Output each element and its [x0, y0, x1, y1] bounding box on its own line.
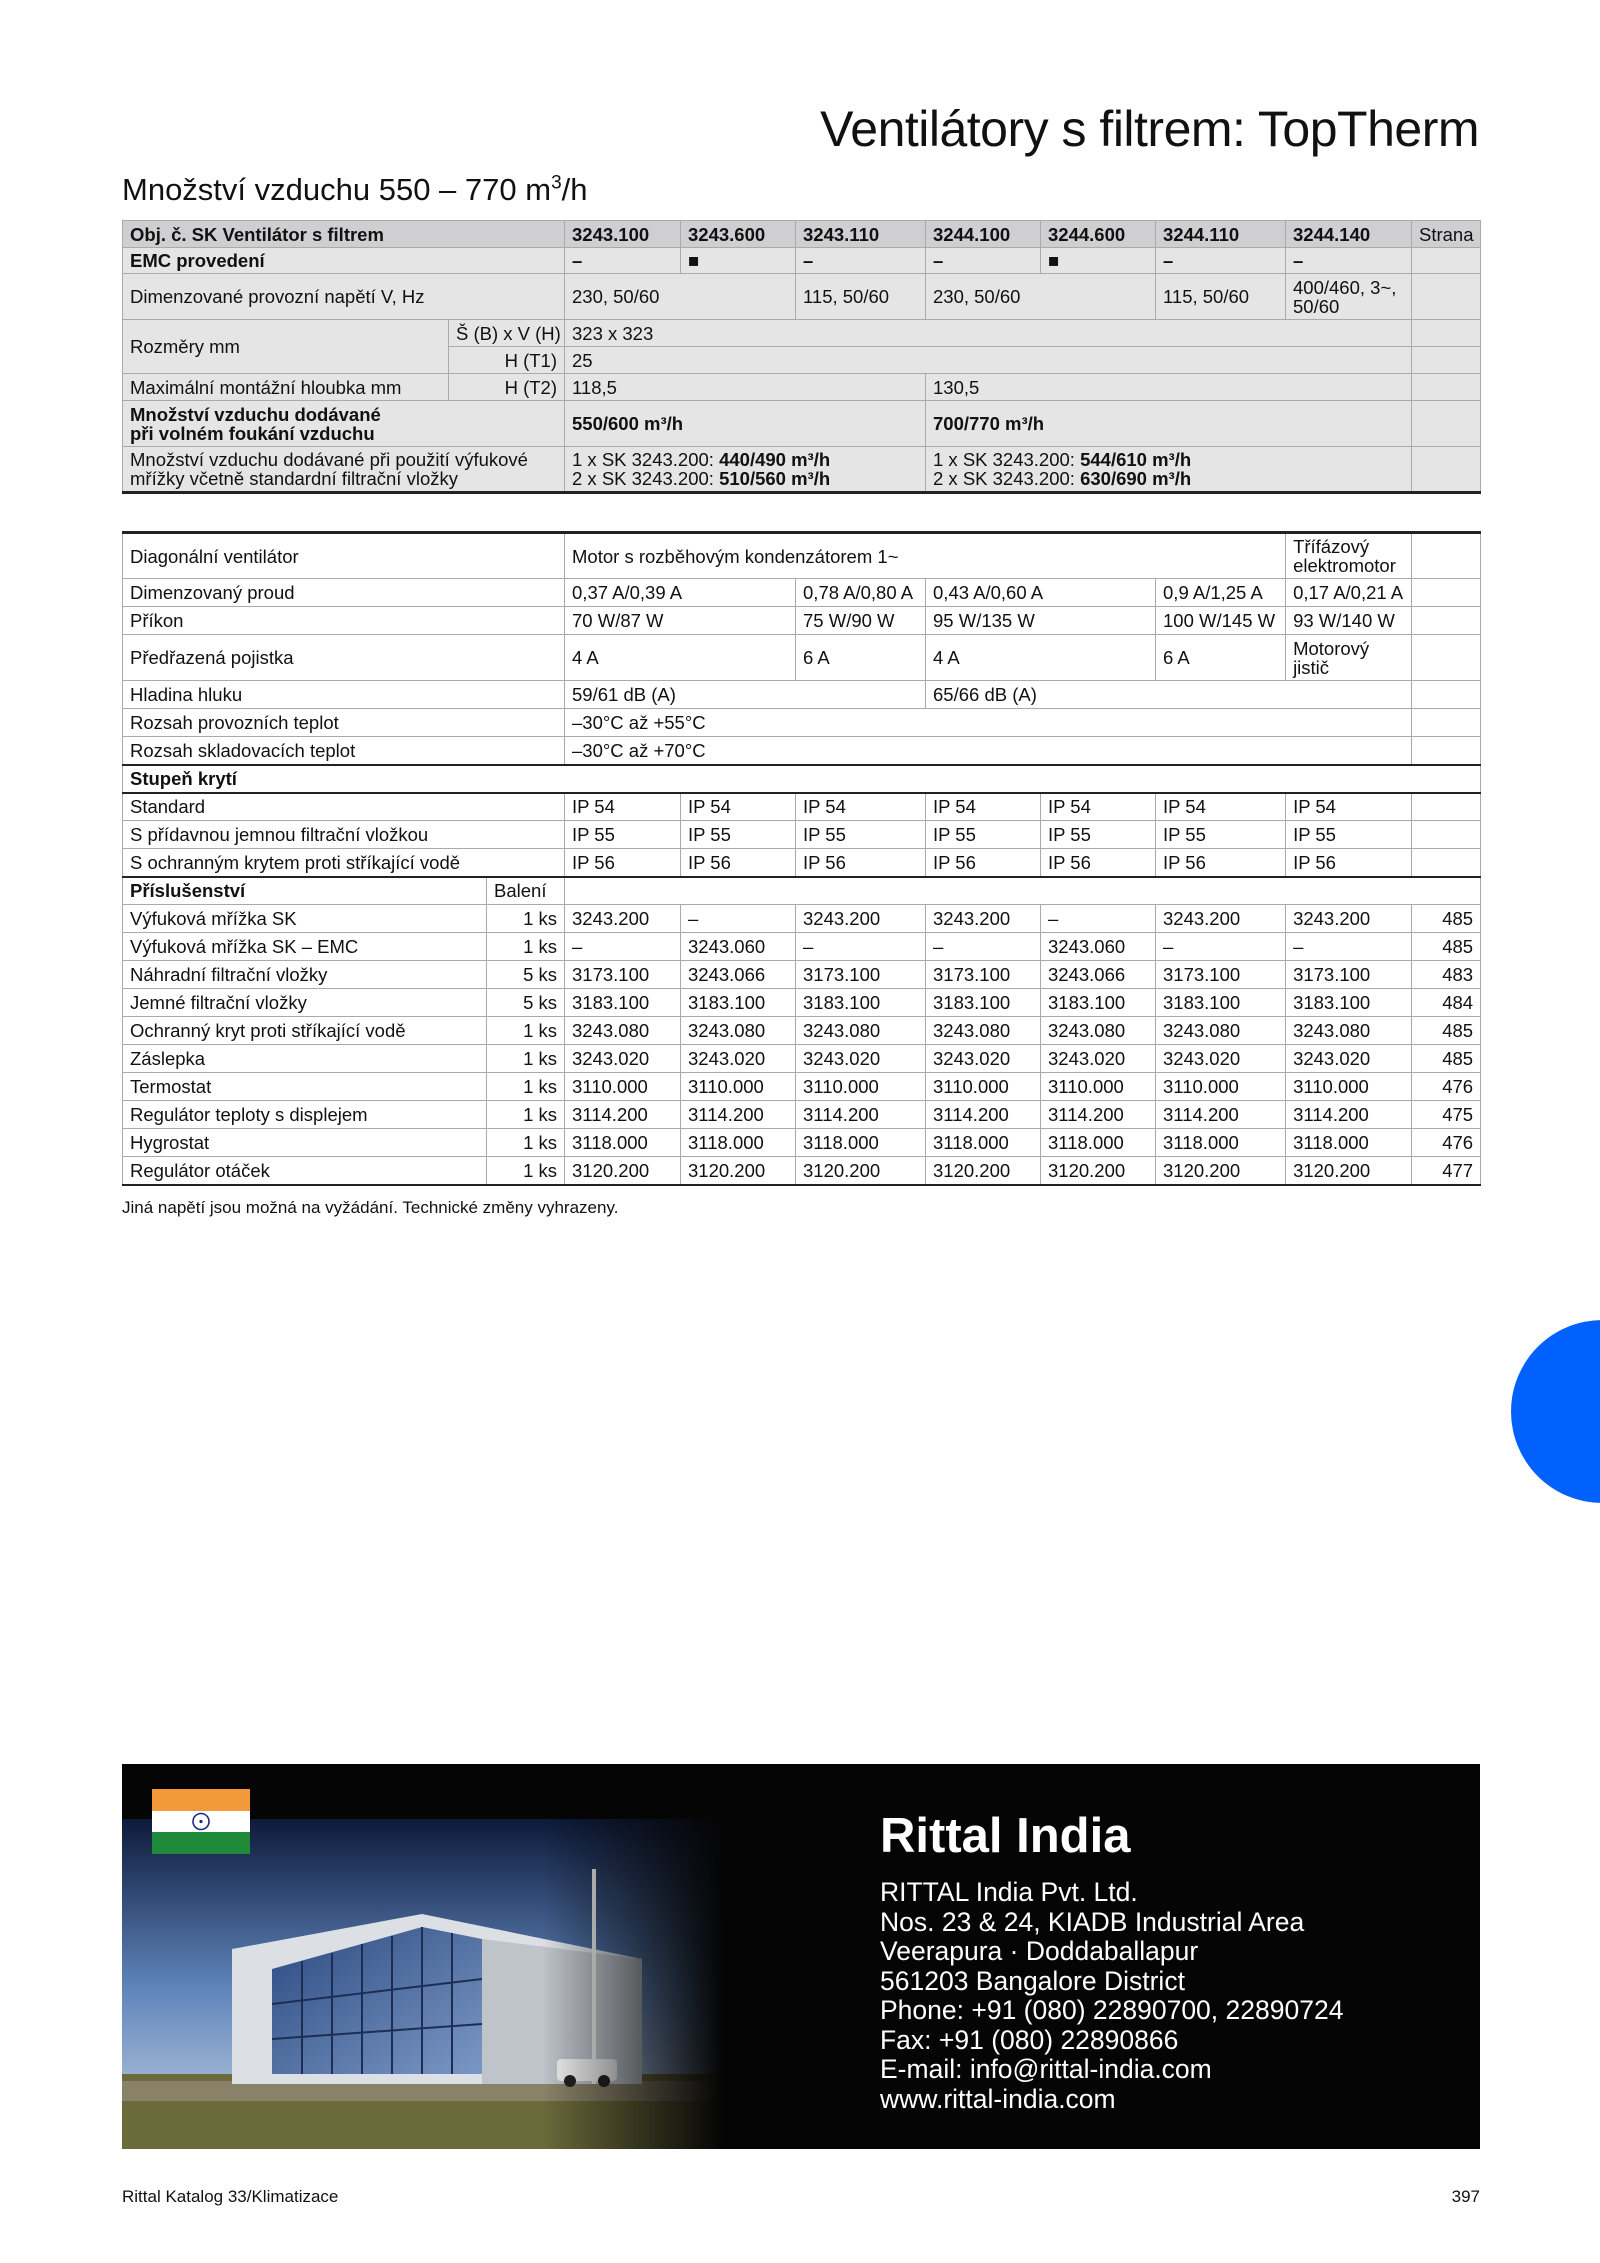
store-temp-row — [123, 737, 1481, 765]
outlet-air-label: Množství vzduchu dodávané při použití výfukové mřížky včetně standardní filtrační vložky — [123, 447, 565, 493]
accessory-order-number: 3243.200 — [1156, 905, 1286, 933]
protection-cell: IP 54 — [681, 793, 796, 821]
dimensions-t1-label: H (T1) — [449, 347, 565, 374]
accessory-order-number: – — [926, 933, 1041, 961]
power-cell: 100 W/145 W — [1156, 607, 1286, 635]
dimensions-bv-label: Š (B) x V (H) — [449, 320, 565, 347]
op-temp-value: –30°C až +55°C — [565, 709, 1412, 737]
email-line[interactable]: E-mail: info@rittal-india.com — [880, 2054, 1212, 2084]
empty-cell — [1412, 579, 1481, 607]
protection-cell: IP 54 — [1156, 793, 1286, 821]
accessory-row — [123, 905, 1481, 933]
page-number: 397 — [1451, 2187, 1480, 2206]
empty-cell — [1412, 347, 1481, 374]
accessory-label: Výfuková mřížka SK – EMC — [123, 933, 487, 961]
dimensions-label: Rozměry mm — [123, 320, 449, 374]
accessory-order-number: 3173.100 — [565, 961, 681, 989]
model-cell: 3244.600 — [1041, 221, 1156, 248]
accessory-row — [123, 989, 1481, 1017]
accessory-label: Regulátor teploty s displejem — [123, 1101, 487, 1129]
accessory-order-number: 3114.200 — [926, 1101, 1041, 1129]
empty-cell — [1412, 681, 1481, 709]
accessories-header-row — [123, 877, 1481, 905]
power-row — [123, 607, 1481, 635]
accessory-label: Regulátor otáček — [123, 1157, 487, 1185]
empty-cell — [1412, 533, 1481, 579]
op-temp-label: Rozsah provozních teplot — [123, 709, 565, 737]
accessory-order-number: 3183.100 — [926, 989, 1041, 1017]
accessory-order-number: 3243.060 — [1041, 933, 1156, 961]
fan-row — [123, 533, 1481, 579]
accessory-page: 476 — [1412, 1073, 1481, 1101]
accessory-order-number: 3243.060 — [681, 933, 796, 961]
accessory-row — [123, 1157, 1481, 1185]
model-cell: 3244.110 — [1156, 221, 1286, 248]
protection-cell: IP 56 — [796, 849, 926, 877]
empty-cell — [1412, 849, 1481, 877]
protection-row — [123, 821, 1481, 849]
dimensions-bv-value: 323 x 323 — [565, 320, 1412, 347]
power-cell: 70 W/87 W — [565, 607, 796, 635]
accessory-order-number: 3110.000 — [1041, 1073, 1156, 1101]
accessory-order-number: – — [681, 905, 796, 933]
noise-label: Hladina hluku — [123, 681, 565, 709]
fan-motor-3ph: Třífázový elektromotor — [1286, 533, 1412, 579]
protection-cell: IP 55 — [1156, 821, 1286, 849]
accessory-order-number: 3118.000 — [681, 1129, 796, 1157]
power-label: Příkon — [123, 607, 565, 635]
outlet-air-value: 1 x SK 3243.200: 544/610 m³/h 2 x SK 3243.200: 630/690 m³/h — [926, 447, 1412, 493]
protection-row — [123, 849, 1481, 877]
noise-cell: 65/66 dB (A) — [926, 681, 1412, 709]
protection-cell: IP 55 — [1041, 821, 1156, 849]
accessory-order-number: 3243.020 — [926, 1045, 1041, 1073]
model-cell: 3244.140 — [1286, 221, 1412, 248]
empty-cell — [1412, 320, 1481, 347]
accessory-order-number: 3173.100 — [1286, 961, 1412, 989]
accessory-label: Náhradní filtrační vložky — [123, 961, 487, 989]
fan-label: Diagonální ventilátor — [123, 533, 565, 579]
accessory-page: 485 — [1412, 1017, 1481, 1045]
protection-cell: IP 56 — [681, 849, 796, 877]
fuse-cell: 6 A — [796, 635, 926, 681]
accessory-order-number: 3114.200 — [1286, 1101, 1412, 1129]
accessory-row — [123, 1073, 1481, 1101]
protection-row-label: Standard — [123, 793, 565, 821]
accessory-order-number: 3243.080 — [565, 1017, 681, 1045]
fuse-cell: Motorový jistič — [1286, 635, 1412, 681]
accessory-order-number: 3110.000 — [1286, 1073, 1412, 1101]
strana-header: Strana — [1412, 221, 1481, 248]
accessory-pack: 1 ks — [487, 905, 565, 933]
rittal-india-banner — [122, 1764, 1480, 2149]
accessory-order-number: 3243.020 — [1156, 1045, 1286, 1073]
accessory-order-number: 3183.100 — [565, 989, 681, 1017]
accessory-order-number: 3110.000 — [681, 1073, 796, 1101]
accessory-order-number: 3118.000 — [1156, 1129, 1286, 1157]
accessory-label: Hygrostat — [123, 1129, 487, 1157]
accessory-order-number: 3183.100 — [1041, 989, 1156, 1017]
depth-t2-label: H (T2) — [449, 374, 565, 401]
emc-cell: – — [1156, 248, 1286, 274]
accessory-pack: 1 ks — [487, 1045, 565, 1073]
accessory-order-number: 3173.100 — [796, 961, 926, 989]
empty-cell — [1412, 248, 1481, 274]
empty-cell — [1412, 793, 1481, 821]
accessory-page: 476 — [1412, 1129, 1481, 1157]
accessory-pack: 1 ks — [487, 1073, 565, 1101]
accessories-label: Příslušenství — [123, 877, 487, 905]
current-cell: 0,78 A/0,80 A — [796, 579, 926, 607]
accessory-order-number: 3120.200 — [1286, 1157, 1412, 1185]
voltage-cell: 230, 50/60 — [565, 274, 796, 320]
accessory-label: Termostat — [123, 1073, 487, 1101]
company-name: Rittal India — [880, 1809, 1131, 1863]
phone-line: Phone: +91 (080) 22890700, 22890724 — [880, 1995, 1344, 2025]
empty-cell — [565, 877, 1481, 905]
footnote: Jiná napětí jsou možná na vyžádání. Technické změny vyhrazeny. — [122, 1198, 619, 1217]
accessory-row — [123, 1017, 1481, 1045]
accessory-order-number: 3120.200 — [1156, 1157, 1286, 1185]
model-cell: 3244.100 — [926, 221, 1041, 248]
india-flag-icon — [152, 1789, 250, 1854]
model-cell: 3243.110 — [796, 221, 926, 248]
protection-row-label: S přídavnou jemnou filtrační vložkou — [123, 821, 565, 849]
accessory-order-number: 3243.080 — [926, 1017, 1041, 1045]
empty-cell — [1412, 737, 1481, 765]
accessory-order-number: 3120.200 — [926, 1157, 1041, 1185]
accessory-label: Záslepka — [123, 1045, 487, 1073]
fax-line: Fax: +91 (080) 22890866 — [880, 2024, 1179, 2055]
op-temp-row — [123, 709, 1481, 737]
accessory-pack: 5 ks — [487, 961, 565, 989]
accessory-order-number: 3118.000 — [796, 1129, 926, 1157]
store-temp-value: –30°C až +70°C — [565, 737, 1412, 765]
accessory-order-number: 3243.080 — [1156, 1017, 1286, 1045]
accessory-order-number: 3243.200 — [565, 905, 681, 933]
dimensions-row — [123, 320, 1481, 347]
emc-cell: – — [565, 248, 681, 274]
protection-cell: IP 55 — [796, 821, 926, 849]
accessory-order-number: 3114.200 — [1156, 1101, 1286, 1129]
protection-row-label: S ochranným krytem proti stříkající vodě — [123, 849, 565, 877]
address-line: Nos. 23 & 24, KIADB Industrial Area — [880, 1906, 1305, 1937]
protection-cell: IP 54 — [1286, 793, 1412, 821]
accessory-page: 485 — [1412, 933, 1481, 961]
accessory-pack: 1 ks — [487, 1101, 565, 1129]
voltage-cell: 115, 50/60 — [1156, 274, 1286, 320]
outlet-air-row — [123, 447, 1481, 493]
accessory-pack: 1 ks — [487, 1017, 565, 1045]
page-subtitle — [122, 172, 588, 208]
accessory-page: 484 — [1412, 989, 1481, 1017]
protection-cell: IP 56 — [1041, 849, 1156, 877]
accessory-row — [123, 1045, 1481, 1073]
outlet-air-value: 1 x SK 3243.200: 440/490 m³/h 2 x SK 3243.200: 510/560 m³/h — [565, 447, 926, 493]
accessory-order-number: 3243.066 — [1041, 961, 1156, 989]
website-link[interactable]: www.rittal-india.com — [880, 2083, 1116, 2114]
emc-cell: – — [796, 248, 926, 274]
fuse-cell: 4 A — [926, 635, 1156, 681]
emc-cell: – — [1286, 248, 1412, 274]
accessory-order-number: 3110.000 — [1156, 1073, 1286, 1101]
accessory-order-number: – — [1041, 905, 1156, 933]
emc-label: EMC provedení — [123, 248, 565, 274]
emc-row — [123, 248, 1481, 274]
accessory-order-number: 3243.080 — [1286, 1017, 1412, 1045]
spec-table-bottom — [122, 531, 1481, 1186]
accessory-order-number: 3243.200 — [1286, 905, 1412, 933]
accessory-order-number: 3110.000 — [926, 1073, 1041, 1101]
current-cell: 0,43 A/0,60 A — [926, 579, 1156, 607]
dimensions-t1-value: 25 — [565, 347, 1412, 374]
accessory-order-number: 3243.200 — [926, 905, 1041, 933]
accessory-order-number: 3243.080 — [1041, 1017, 1156, 1045]
chapter-tab — [1511, 1320, 1600, 1503]
free-air-value: 550/600 m³/h — [565, 401, 926, 447]
accessory-row — [123, 961, 1481, 989]
order-number-label: Obj. č. SK Ventilátor s filtrem — [123, 221, 565, 248]
store-temp-label: Rozsah skladovacích teplot — [123, 737, 565, 765]
accessory-order-number: 3114.200 — [565, 1101, 681, 1129]
empty-cell — [1412, 447, 1481, 493]
free-air-row — [123, 401, 1481, 447]
accessory-order-number: 3243.080 — [796, 1017, 926, 1045]
accessory-order-number: 3120.200 — [796, 1157, 926, 1185]
accessory-order-number: 3183.100 — [796, 989, 926, 1017]
accessories-body — [123, 905, 1481, 1185]
protection-row — [123, 793, 1481, 821]
spec-table-top — [122, 220, 1481, 494]
accessory-order-number: – — [1156, 933, 1286, 961]
fuse-cell: 6 A — [1156, 635, 1286, 681]
subtitle-text: Množství vzduchu 550 – 770 m — [122, 172, 552, 207]
power-cell: 95 W/135 W — [926, 607, 1156, 635]
accessory-order-number: 3120.200 — [1041, 1157, 1156, 1185]
model-header-row — [123, 221, 1481, 248]
accessory-order-number: 3183.100 — [681, 989, 796, 1017]
accessory-label: Ochranný kryt proti stříkající vodě — [123, 1017, 487, 1045]
accessory-order-number: 3243.066 — [681, 961, 796, 989]
voltage-cell: 115, 50/60 — [796, 274, 926, 320]
fuse-cell: 4 A — [565, 635, 796, 681]
protection-cell: IP 55 — [681, 821, 796, 849]
accessory-order-number: – — [1286, 933, 1412, 961]
protection-cell: IP 56 — [926, 849, 1041, 877]
protection-cell: IP 54 — [1041, 793, 1156, 821]
free-air-label: Množství vzduchu dodávané při volném foukání vzduchu — [123, 401, 565, 447]
noise-cell: 59/61 dB (A) — [565, 681, 926, 709]
address-line: Veerapura · Doddaballapur — [880, 1936, 1199, 1966]
accessory-order-number: 3243.020 — [1286, 1045, 1412, 1073]
address-line: 561203 Bangalore District — [880, 1965, 1185, 1996]
protection-cell: IP 56 — [565, 849, 681, 877]
accessory-order-number: 3114.200 — [796, 1101, 926, 1129]
empty-cell — [1412, 401, 1481, 447]
voltage-cell: 400/460, 3~, 50/60 — [1286, 274, 1412, 320]
accessory-pack: 1 ks — [487, 1129, 565, 1157]
depth-row — [123, 374, 1481, 401]
free-air-value: 700/770 m³/h — [926, 401, 1412, 447]
accessory-order-number: 3114.200 — [1041, 1101, 1156, 1129]
accessory-order-number: 3118.000 — [1041, 1129, 1156, 1157]
accessory-order-number: 3118.000 — [926, 1129, 1041, 1157]
accessory-order-number: 3243.080 — [681, 1017, 796, 1045]
model-cell: 3243.100 — [565, 221, 681, 248]
accessory-page: 483 — [1412, 961, 1481, 989]
accessory-page: 477 — [1412, 1157, 1481, 1185]
depth-value: 118,5 — [565, 374, 926, 401]
accessory-row — [123, 933, 1481, 961]
accessory-order-number: 3183.100 — [1156, 989, 1286, 1017]
protection-cell: IP 55 — [565, 821, 681, 849]
current-cell: 0,37 A/0,39 A — [565, 579, 796, 607]
accessory-order-number: 3243.020 — [681, 1045, 796, 1073]
accessory-order-number: – — [796, 933, 926, 961]
accessory-row — [123, 1129, 1481, 1157]
emc-cell: – — [926, 248, 1041, 274]
accessory-order-number: 3183.100 — [1286, 989, 1412, 1017]
company-address — [880, 1878, 1343, 2114]
accessory-label: Jemné filtrační vložky — [123, 989, 487, 1017]
protection-cell: IP 54 — [796, 793, 926, 821]
fan-motor: Motor s rozběhovým kondenzátorem 1~ — [565, 533, 1286, 579]
protection-cell: IP 54 — [565, 793, 681, 821]
empty-cell — [1412, 374, 1481, 401]
address-line: RITTAL India Pvt. Ltd. — [880, 1877, 1138, 1907]
voltage-row — [123, 274, 1481, 320]
accessory-row — [123, 1101, 1481, 1129]
protection-header-row — [123, 765, 1481, 793]
fuse-label: Předřazená pojistka — [123, 635, 565, 681]
accessory-page: 485 — [1412, 1045, 1481, 1073]
empty-cell — [1412, 821, 1481, 849]
protection-cell: IP 55 — [1286, 821, 1412, 849]
power-cell: 93 W/140 W — [1286, 607, 1412, 635]
page-title: Ventilátory s filtrem: TopTherm — [820, 101, 1479, 157]
empty-cell — [1412, 635, 1481, 681]
subtitle-unit: /h — [561, 172, 588, 207]
protection-label: Stupeň krytí — [123, 765, 1481, 793]
current-cell: 0,9 A/1,25 A — [1156, 579, 1286, 607]
accessory-pack: 1 ks — [487, 933, 565, 961]
protection-cell: IP 56 — [1156, 849, 1286, 877]
emc-cell: ■ — [1041, 248, 1156, 274]
accessory-order-number: 3243.020 — [796, 1045, 926, 1073]
accessory-pack: 5 ks — [487, 989, 565, 1017]
accessory-order-number: 3243.200 — [796, 905, 926, 933]
catalog-footer: Rittal Katalog 33/Klimatizace — [122, 2187, 339, 2206]
accessory-order-number: 3120.200 — [565, 1157, 681, 1185]
accessory-order-number: 3173.100 — [926, 961, 1041, 989]
empty-cell — [1412, 709, 1481, 737]
accessory-order-number: 3243.020 — [1041, 1045, 1156, 1073]
voltage-cell: 230, 50/60 — [926, 274, 1156, 320]
accessory-pack: 1 ks — [487, 1157, 565, 1185]
accessory-order-number: 3173.100 — [1156, 961, 1286, 989]
current-label: Dimenzovaný proud — [123, 579, 565, 607]
accessory-label: Výfuková mřížka SK — [123, 905, 487, 933]
accessory-order-number: 3114.200 — [681, 1101, 796, 1129]
noise-row — [123, 681, 1481, 709]
accessory-order-number: 3120.200 — [681, 1157, 796, 1185]
protection-cell: IP 55 — [926, 821, 1041, 849]
emc-cell: ■ — [681, 248, 796, 274]
accessory-order-number: 3110.000 — [796, 1073, 926, 1101]
voltage-label: Dimenzované provozní napětí V, Hz — [123, 274, 565, 320]
accessory-order-number: 3118.000 — [565, 1129, 681, 1157]
protection-cell: IP 54 — [926, 793, 1041, 821]
accessory-order-number: 3110.000 — [565, 1073, 681, 1101]
current-row — [123, 579, 1481, 607]
accessory-order-number: 3118.000 — [1286, 1129, 1412, 1157]
accessory-order-number: 3243.020 — [565, 1045, 681, 1073]
accessory-page: 485 — [1412, 905, 1481, 933]
current-cell: 0,17 A/0,21 A — [1286, 579, 1412, 607]
empty-cell — [1412, 274, 1481, 320]
power-cell: 75 W/90 W — [796, 607, 926, 635]
packaging-label: Balení — [487, 877, 565, 905]
building-photo — [122, 1819, 722, 2149]
protection-cell: IP 56 — [1286, 849, 1412, 877]
subtitle-superscript: 3 — [551, 172, 562, 194]
accessory-order-number: – — [565, 933, 681, 961]
accessory-page: 475 — [1412, 1101, 1481, 1129]
empty-cell — [1412, 607, 1481, 635]
depth-value: 130,5 — [926, 374, 1412, 401]
depth-label: Maximální montážní hloubka mm — [123, 374, 449, 401]
fuse-row — [123, 635, 1481, 681]
model-cell: 3243.600 — [681, 221, 796, 248]
